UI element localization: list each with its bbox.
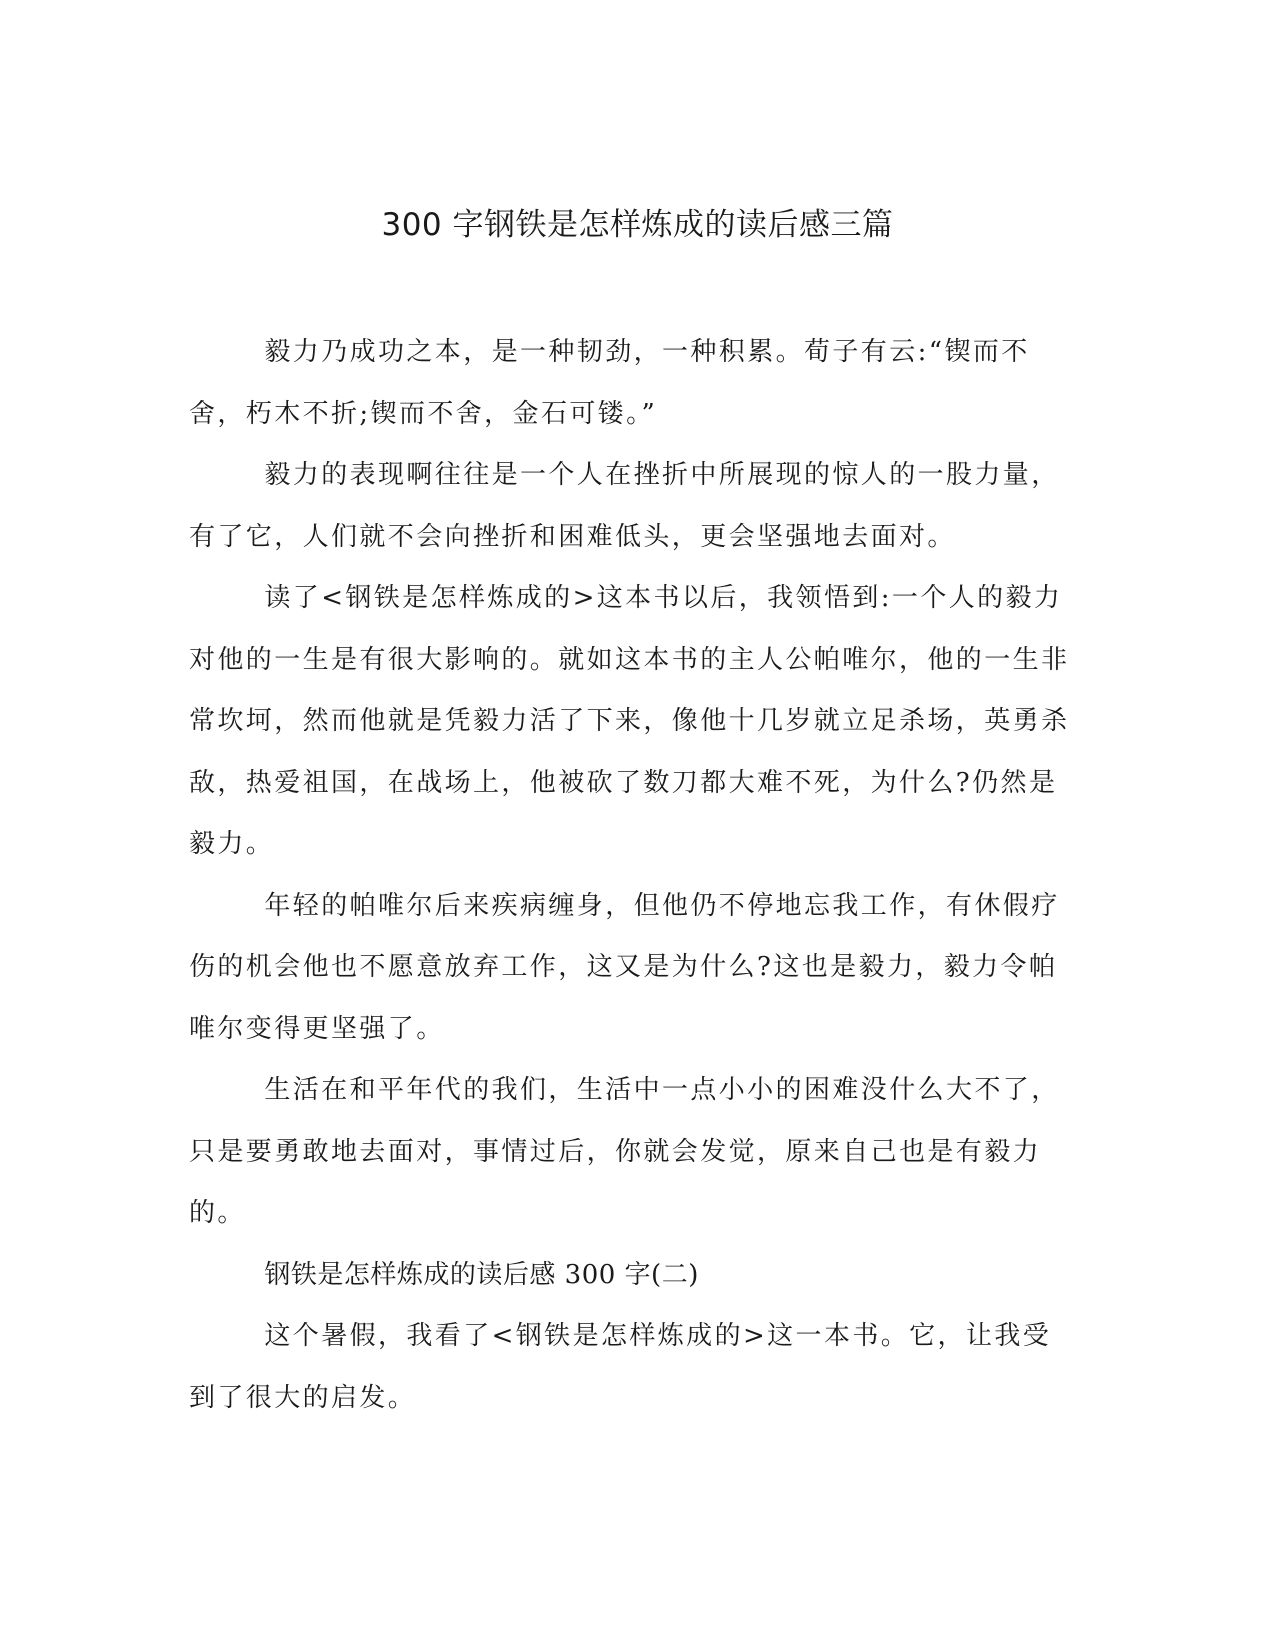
paragraph: 读了<钢铁是怎样炼成的>这本书以后，我领悟到:一个人的毅力对他的一生是有很大影响的。就如这本书的主人公帕唯尔，他的一生非常坎坷，然而他就是凭毅力活了下来，像他十几岁就立足杀场，英勇杀敌，热爱祖国，在战场上，他被砍了数刀都大难不死，为什么?仍然是毅力。 — [189, 583, 1070, 859]
paragraph: 毅力乃成功之本，是一种韧劲，一种积累。荀子有云:“锲而不舍，朽木不折;锲而不舍，金石可镂。” — [189, 337, 1030, 429]
paragraph: 生活在和平年代的我们，生活中一点小小的困难没什么大不了，只是要勇敢地去面对，事情过后，你就会发觉，原来自己也是有毅力的。 — [189, 1075, 1060, 1228]
section-heading: 钢铁是怎样炼成的读后感 300 字(二) — [264, 1259, 699, 1290]
paragraph: 毅力的表现啊往往是一个人在挫折中所展现的惊人的一股力量，有了它，人们就不会向挫折和困难低头，更会坚强地去面对。 — [189, 460, 1060, 552]
document-title: 300 字钢铁是怎样炼成的读后感三篇 — [381, 207, 894, 243]
paragraph: 年轻的帕唯尔后来疾病缠身，但他仍不停地忘我工作，有休假疗伤的机会他也不愿意放弃工作，这又是为什么?这也是毅力，毅力令帕唯尔变得更坚强了。 — [189, 890, 1060, 1044]
document-body — [189, 322, 1079, 1429]
paragraph: 这个暑假，我看了<钢铁是怎样炼成的>这一本书。它，让我受到了很大的启发。 — [189, 1321, 1052, 1413]
